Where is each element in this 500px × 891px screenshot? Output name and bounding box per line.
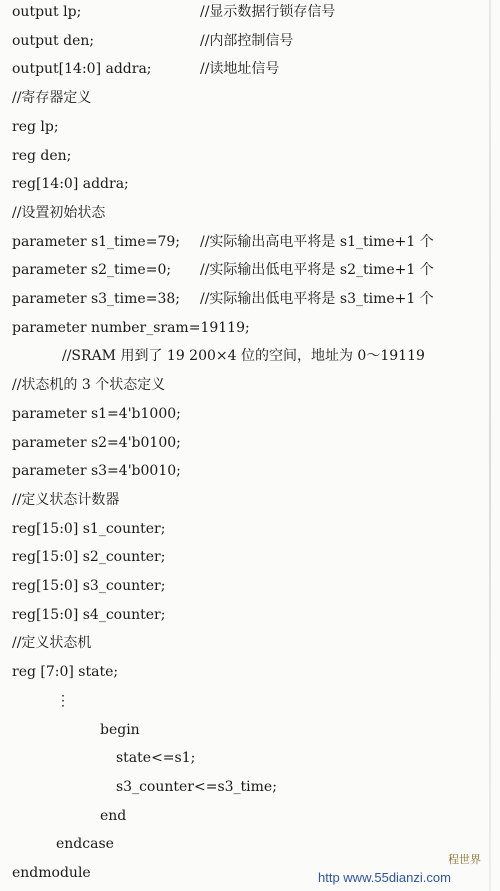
code-text: parameter s2=4'b0100;	[12, 434, 181, 451]
inline-comment: //实际输出高电平将是 s1_time+1 个	[200, 233, 434, 250]
code-text: parameter number_sram=19119;	[12, 319, 250, 336]
code-text: endmodule	[12, 865, 91, 881]
code-text: reg[15:0] s3_counter;	[12, 578, 166, 594]
code-text: parameter s2_time=0;	[12, 262, 172, 279]
code-text: //SRAM 用到了 19 200×4 位的空间，地址为 0～19119	[62, 348, 425, 365]
code-text: reg[15:0] s1_counter;	[12, 520, 166, 537]
code-text: ⋮	[56, 692, 70, 709]
code-text: reg[15:0] s4_counter;	[12, 606, 166, 623]
code-text: parameter s3=4'b0010;	[12, 463, 181, 480]
code-text: endcase	[56, 836, 114, 853]
code-text: //定义状态机	[12, 635, 92, 652]
watermark-site-logo: 程世界	[448, 853, 481, 866]
inline-comment: //显示数据行锁存信号	[200, 4, 336, 20]
code-text: reg lp;	[12, 118, 59, 135]
code-text: state<=s1;	[116, 750, 196, 767]
code-text: //寄存器定义	[12, 90, 92, 107]
code-text: parameter s3_time=38;	[12, 291, 180, 307]
inline-comment: //实际输出低电平将是 s3_time+1 个	[200, 291, 434, 307]
scan-edge-divider	[489, 0, 491, 891]
inline-comment: //读地址信号	[200, 61, 280, 78]
code-text: output den;	[12, 32, 95, 49]
code-text: parameter s1_time=79;	[12, 233, 180, 250]
code-text: s3_counter<=s3_time;	[116, 778, 277, 795]
code-text: //状态机的 3 个状态定义	[12, 377, 166, 394]
watermark-url: http www.55dianzi.com	[318, 870, 451, 885]
code-text: reg[14:0] addra;	[12, 176, 129, 193]
code-text: reg den;	[12, 147, 72, 164]
code-text: parameter s1=4'b1000;	[12, 405, 181, 422]
code-text: reg [7:0] state;	[12, 664, 119, 681]
inline-comment: //内部控制信号	[200, 32, 294, 49]
inline-comment: //实际输出低电平将是 s2_time+1 个	[200, 262, 434, 279]
code-text: output[14:0] addra;	[12, 61, 152, 78]
code-text: reg[15:0] s2_counter;	[12, 549, 166, 566]
code-text: begin	[100, 721, 140, 738]
code-text: end	[100, 807, 127, 824]
code-text: output lp;	[12, 4, 82, 20]
code-text: //定义状态计数器	[12, 491, 120, 508]
code-text: //设置初始状态	[12, 204, 106, 221]
